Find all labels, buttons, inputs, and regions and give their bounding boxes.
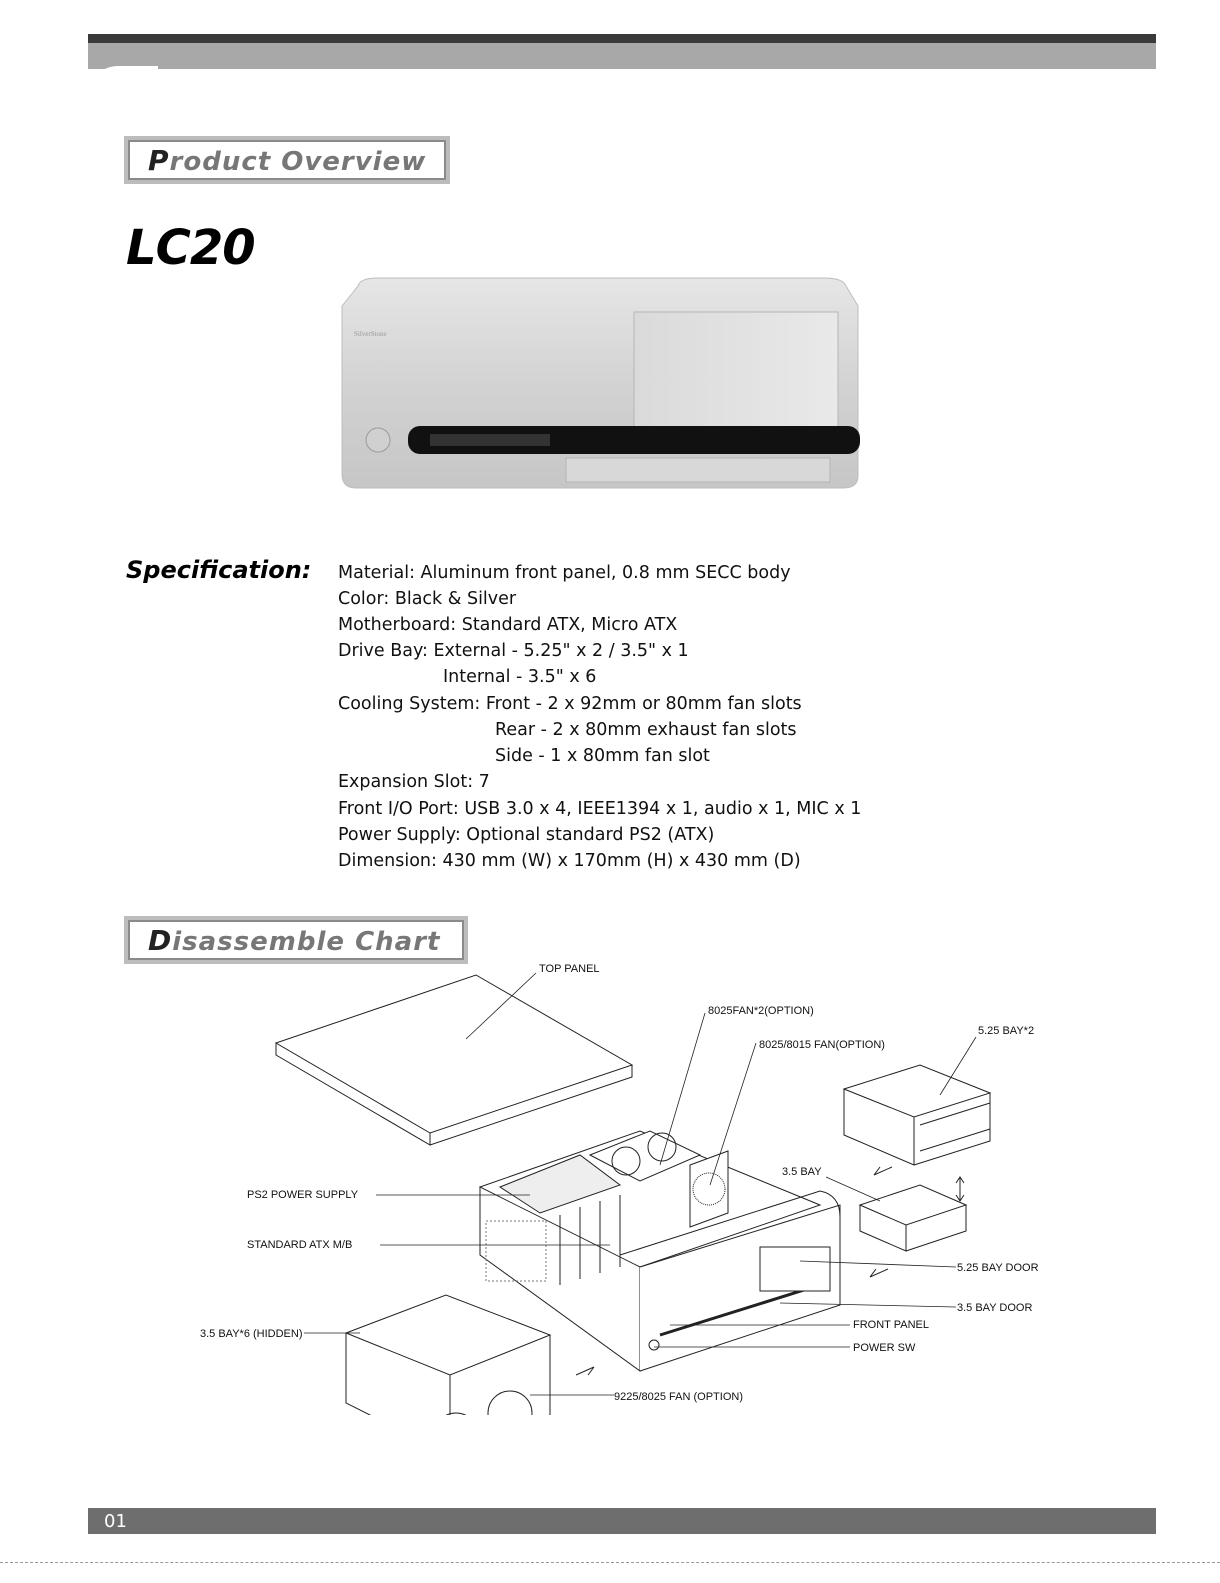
section-title-initial: D <box>148 924 173 957</box>
arrow-icon <box>576 1367 594 1375</box>
spec-color: Color: Black & Silver <box>338 589 517 609</box>
label-bay-35x6-hidden: 3.5 BAY*6 (HIDDEN) <box>200 1328 303 1340</box>
header-bar-grey <box>88 43 1156 69</box>
bay-35-drawing <box>860 1185 966 1251</box>
spec-drive-bay-internal: Internal - 3.5" x 6 <box>443 667 597 687</box>
footer-bar-curve <box>88 1486 128 1508</box>
spec-drive-bay-external: Drive Bay: External - 5.25" x 2 / 3.5" x 1 <box>338 641 689 661</box>
label-fan-8025-8015: 8025/8015 FAN(OPTION) <box>759 1039 885 1051</box>
section-title-rest: isassemble Chart <box>172 927 441 957</box>
header-bar-dark <box>88 34 1156 43</box>
footer-divider <box>0 1562 1220 1563</box>
spec-material: Material: Aluminum front panel, 0.8 mm SECC body <box>338 563 791 583</box>
label-fan-9225-8025: 9225/8025 FAN (OPTION) <box>614 1391 743 1403</box>
label-bay-35: 3.5 BAY <box>782 1166 822 1178</box>
side-fan-drawing <box>690 1151 728 1227</box>
label-bay-35-door: 3.5 BAY DOOR <box>957 1302 1033 1314</box>
page-number: 01 <box>104 1511 127 1532</box>
svg-text:SilverStone: SilverStone <box>354 330 387 338</box>
arrow-icon <box>870 1269 888 1277</box>
label-bay-525x2: 5.25 BAY*2 <box>978 1025 1035 1037</box>
section-title-disassemble-chart <box>128 920 464 960</box>
label-top-panel: TOP PANEL <box>539 963 600 975</box>
top-panel-drawing <box>276 975 632 1145</box>
section-title-initial: P <box>148 144 170 177</box>
bay-525-drawing <box>844 1065 990 1165</box>
label-fan-8025x2: 8025FAN*2(OPTION) <box>708 1005 814 1017</box>
spec-dimension: Dimension: 430 mm (W) x 170mm (H) x 430 mm (D) <box>338 851 801 871</box>
footer-bar <box>88 1508 1156 1534</box>
spec-motherboard: Motherboard: Standard ATX, Micro ATX <box>338 615 678 635</box>
spec-cooling-rear: Rear - 2 x 80mm exhaust fan slots <box>495 720 797 740</box>
section-title-product-overview <box>128 140 446 180</box>
product-photo <box>338 276 860 490</box>
spec-expansion-slot: Expansion Slot: 7 <box>338 772 490 792</box>
header-bar-curve <box>88 66 158 96</box>
label-front-panel: FRONT PANEL <box>853 1319 929 1331</box>
spec-power-supply: Power Supply: Optional standard PS2 (ATX) <box>338 825 715 845</box>
specification-label: Specification: <box>126 556 312 584</box>
bay-35-cage-drawing <box>346 1295 550 1415</box>
label-power-sw: POWER SW <box>853 1342 916 1354</box>
spec-front-io: Front I/O Port: USB 3.0 x 4, IEEE1394 x 1, audio x 1, MIC x 1 <box>338 799 862 819</box>
disassemble-diagram <box>180 955 1080 1415</box>
spec-cooling-front: Cooling System: Front - 2 x 92mm or 80mm fan slots <box>338 694 802 714</box>
model-name: LC20 <box>126 220 255 276</box>
label-ps2-power-supply: PS2 POWER SUPPLY <box>247 1189 359 1201</box>
section-title-rest: roduct Overview <box>169 147 427 177</box>
section-tab-product-overview <box>124 136 450 184</box>
spec-cooling-side: Side - 1 x 80mm fan slot <box>495 746 710 766</box>
arrow-icon <box>874 1167 892 1175</box>
arrow-icon <box>956 1177 964 1201</box>
label-bay-525-door: 5.25 BAY DOOR <box>957 1262 1039 1274</box>
label-standard-atx-mb: STANDARD ATX M/B <box>247 1239 353 1251</box>
